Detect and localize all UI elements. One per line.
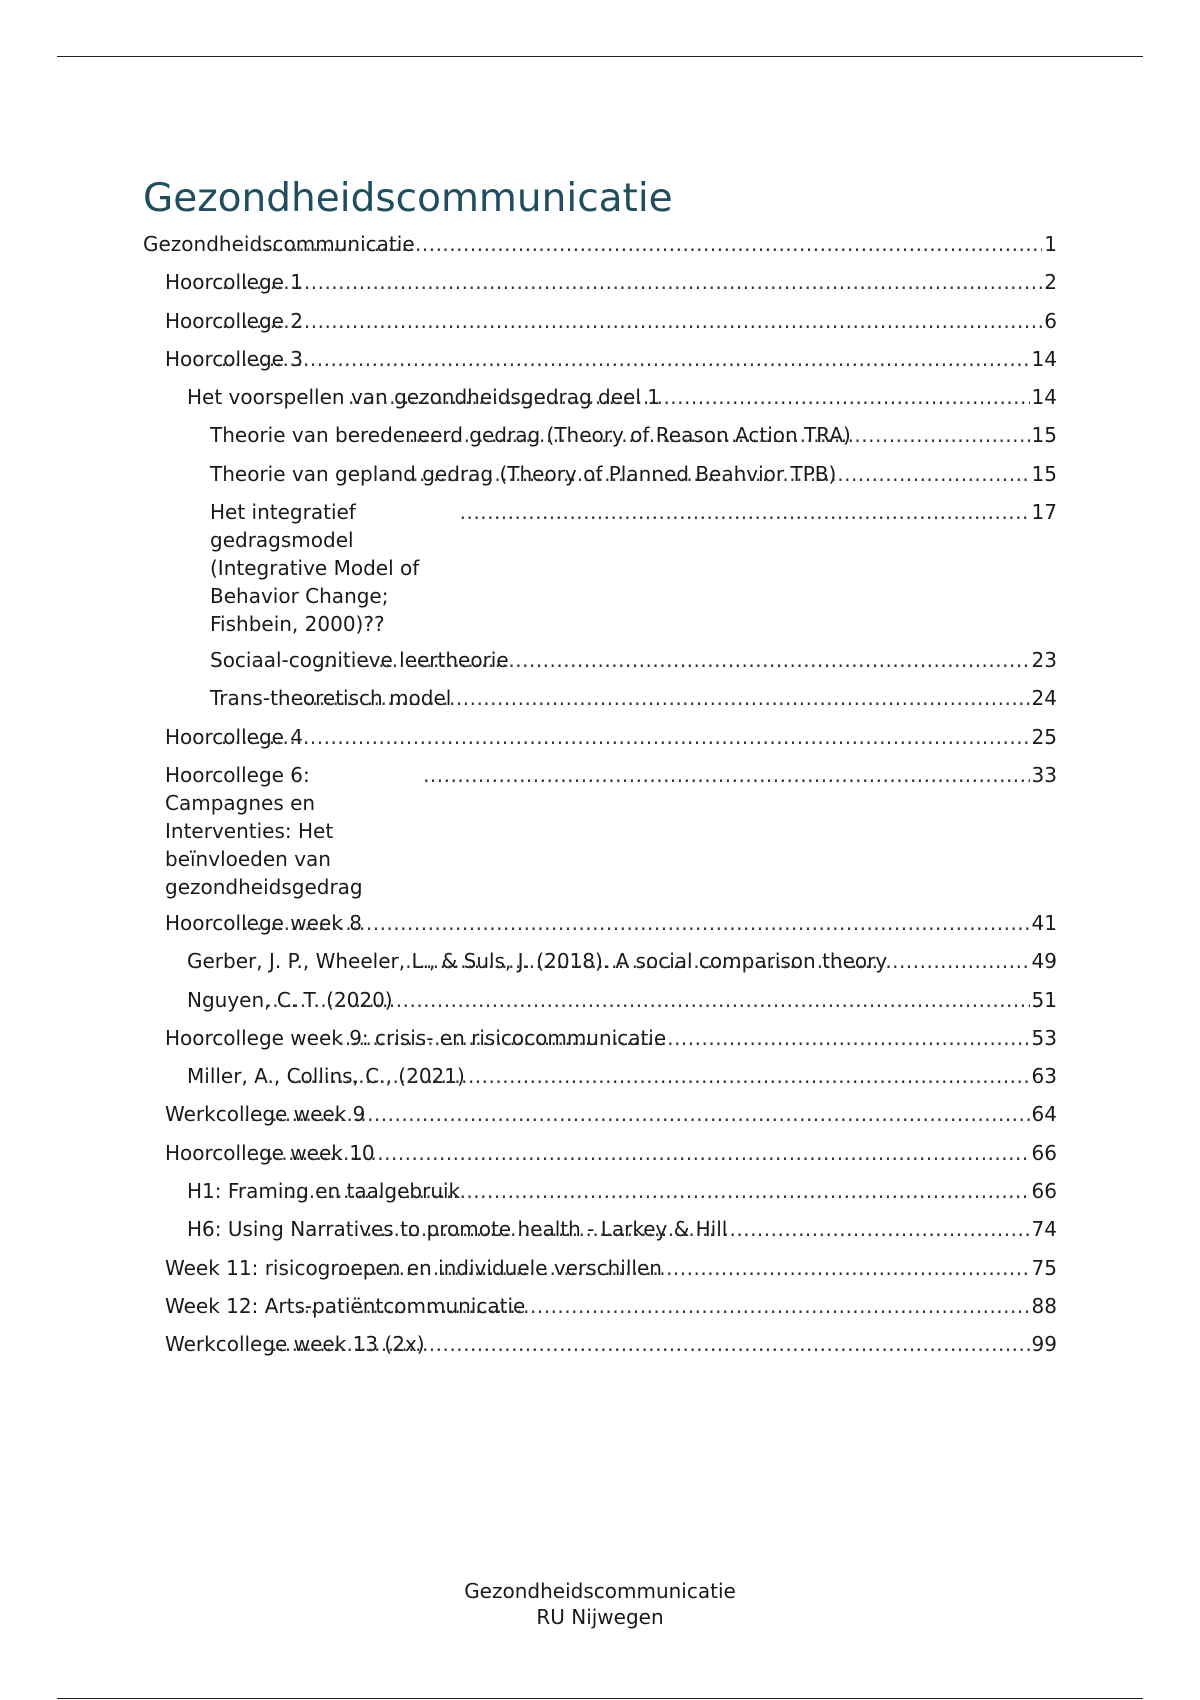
toc-page-number: 14 bbox=[1031, 385, 1057, 410]
toc-entry-title: Week 12: Arts-patiëntcommunicatie bbox=[165, 1293, 526, 1318]
toc-entry[interactable] bbox=[143, 1254, 1057, 1282]
toc-entry-title: Theorie van beredeneerd gedrag (Theory of Reason Action TRA) bbox=[210, 423, 851, 448]
toc-page-number: 2 bbox=[1044, 270, 1057, 295]
toc-entry-title: Sociaal-cognitieve leertheorie bbox=[210, 648, 509, 673]
toc-entry[interactable] bbox=[143, 1024, 1057, 1052]
toc-dot-leader bbox=[222, 268, 1043, 296]
toc-entry-title: H1: Framing en taalgebruik bbox=[187, 1179, 461, 1204]
toc-entry-title: Hoorcollege 4 bbox=[165, 724, 304, 749]
toc-entry[interactable] bbox=[143, 1062, 1057, 1090]
toc-entry[interactable] bbox=[143, 947, 1057, 975]
toc-page-number: 64 bbox=[1031, 1102, 1057, 1127]
toc-dot-leader bbox=[348, 383, 1030, 411]
toc-dot-leader bbox=[460, 498, 1030, 526]
toc-dot-leader bbox=[297, 1292, 1030, 1320]
toc-entry-title: Nguyen, C. T. (2020) bbox=[187, 987, 393, 1012]
toc-page-number: 88 bbox=[1031, 1293, 1057, 1318]
toc-entry[interactable] bbox=[143, 909, 1057, 937]
toc-entry-title: Werkcollege week 9 bbox=[165, 1102, 366, 1127]
toc-dot-leader bbox=[221, 345, 1030, 373]
toc-dot-leader bbox=[366, 1215, 1030, 1243]
toc-entry[interactable] bbox=[143, 761, 1057, 901]
toc-dot-leader bbox=[244, 1100, 1030, 1128]
toc-entry[interactable] bbox=[143, 421, 1057, 449]
toc-page-number: 17 bbox=[1031, 500, 1057, 525]
toc-page-number: 1 bbox=[1044, 232, 1057, 256]
toc-dot-leader bbox=[222, 307, 1043, 335]
toc-page-number: 33 bbox=[1031, 762, 1057, 787]
toc-entry[interactable] bbox=[143, 1292, 1057, 1320]
toc-page-number: 14 bbox=[1031, 346, 1057, 371]
toc-dot-leader bbox=[221, 723, 1030, 751]
toc-page-number: 66 bbox=[1031, 1140, 1057, 1165]
toc-dot-leader bbox=[298, 684, 1029, 712]
toc-entry[interactable] bbox=[143, 646, 1057, 674]
toc-entry-title: Hoorcollege week 9: crisis- en risicocommunicatie bbox=[165, 1025, 667, 1050]
toc-page-number: 63 bbox=[1031, 1064, 1057, 1089]
toc-entry-title: Werkcollege week 13 (2x) bbox=[165, 1332, 425, 1357]
toc-entry-title: Hoorcollege week 10 bbox=[165, 1140, 375, 1165]
toc-dot-leader bbox=[264, 1330, 1029, 1358]
toc-page-number: 53 bbox=[1031, 1025, 1057, 1050]
toc-page-number: 99 bbox=[1031, 1332, 1057, 1357]
footer-rule bbox=[57, 1698, 1143, 1699]
toc-entry[interactable] bbox=[143, 345, 1057, 373]
toc-entry-title: Hoorcollege 6: Campagnes en Interventies: Het beïnvloeden van gezondheidsgedrag bbox=[165, 762, 363, 899]
toc-dot-leader bbox=[405, 460, 1029, 488]
toc-dot-leader bbox=[247, 1139, 1030, 1167]
toc-entry-title: H6: Using Narratives to promote health - Larkey & Hill bbox=[187, 1217, 728, 1242]
toc-entry-title: Miller, A., Collins, C., (2021) bbox=[187, 1064, 465, 1089]
toc-entry-title: Week 11: risicogroepen en individuele verschillen bbox=[165, 1255, 662, 1280]
toc-page-number: 15 bbox=[1031, 461, 1057, 486]
toc-dot-leader bbox=[316, 646, 1029, 674]
document-title: Gezondheidscommunicatie bbox=[143, 176, 673, 221]
toc-entry-title: Hoorcollege 1 bbox=[165, 270, 304, 295]
toc-entry[interactable] bbox=[143, 986, 1057, 1014]
toc-entry[interactable] bbox=[143, 383, 1057, 411]
toc-entry[interactable] bbox=[143, 268, 1057, 296]
toc-dot-leader bbox=[265, 986, 1029, 1014]
toc-page-number: 6 bbox=[1044, 308, 1057, 333]
toc-entry[interactable] bbox=[143, 684, 1057, 712]
toc-entry[interactable] bbox=[143, 1177, 1057, 1205]
toc-page-number: 49 bbox=[1031, 949, 1057, 974]
toc-page-number: 23 bbox=[1031, 648, 1057, 673]
toc-entry[interactable] bbox=[143, 1215, 1057, 1243]
toc-entry-title: Theorie van gepland gedrag (Theory of Planned Beahvior TPB) bbox=[210, 461, 837, 486]
toc-entry[interactable] bbox=[143, 1330, 1057, 1358]
toc-entry[interactable] bbox=[143, 723, 1057, 751]
toc-page-number: 25 bbox=[1031, 724, 1057, 749]
toc-page-number: 41 bbox=[1031, 910, 1057, 935]
toc-page-number: 74 bbox=[1031, 1217, 1057, 1242]
toc-entry[interactable] bbox=[143, 1139, 1057, 1167]
toc-entry-title: Gezondheidscommunicatie bbox=[143, 232, 415, 256]
page-footer bbox=[0, 1578, 1200, 1630]
toc-page-number: 51 bbox=[1031, 987, 1057, 1012]
footer-title: Gezondheidscommunicatie bbox=[464, 1579, 736, 1603]
toc-page-number: 15 bbox=[1031, 423, 1057, 448]
toc-dot-leader bbox=[288, 1177, 1029, 1205]
toc-entry-title: Het voorspellen van gezondheidsgedrag deel 1 bbox=[187, 385, 660, 410]
toc-dot-leader bbox=[423, 761, 1029, 789]
toc-entry[interactable] bbox=[143, 1100, 1057, 1128]
toc-entry[interactable] bbox=[143, 498, 1057, 638]
toc-entry[interactable] bbox=[143, 460, 1057, 488]
toc-page-number: 24 bbox=[1031, 686, 1057, 711]
footer-institution: RU Nijwegen bbox=[536, 1605, 664, 1629]
header-rule bbox=[57, 56, 1143, 57]
toc-entry-title: Hoorcollege 2 bbox=[165, 308, 304, 333]
toc-dot-leader bbox=[337, 1254, 1030, 1282]
toc-entry[interactable] bbox=[143, 307, 1057, 335]
toc-page-number: 75 bbox=[1031, 1255, 1057, 1280]
toc-entry[interactable] bbox=[143, 230, 1057, 258]
toc-entry-title: Het integratief gedragsmodel (Integrative Model of Behavior Change; Fishbein, 2000)?? bbox=[210, 500, 420, 637]
toc-entry-title: Hoorcollege 3 bbox=[165, 346, 304, 371]
toc-dot-leader bbox=[242, 909, 1029, 937]
toc-entry-title: Hoorcollege week 8 bbox=[165, 910, 362, 935]
toc-dot-leader bbox=[405, 947, 1029, 975]
toc-dot-leader bbox=[250, 230, 1042, 258]
toc-entry-title: Gerber, J. P., Wheeler, L., & Suls, J. (2018). A social comparison theory bbox=[187, 949, 888, 974]
toc-entry-title: Trans-theoretisch model bbox=[210, 686, 452, 711]
table-of-contents bbox=[143, 230, 1057, 1369]
toc-page-number: 66 bbox=[1031, 1179, 1057, 1204]
toc-dot-leader bbox=[290, 1062, 1030, 1090]
toc-dot-leader bbox=[409, 421, 1030, 449]
toc-dot-leader bbox=[338, 1024, 1029, 1052]
